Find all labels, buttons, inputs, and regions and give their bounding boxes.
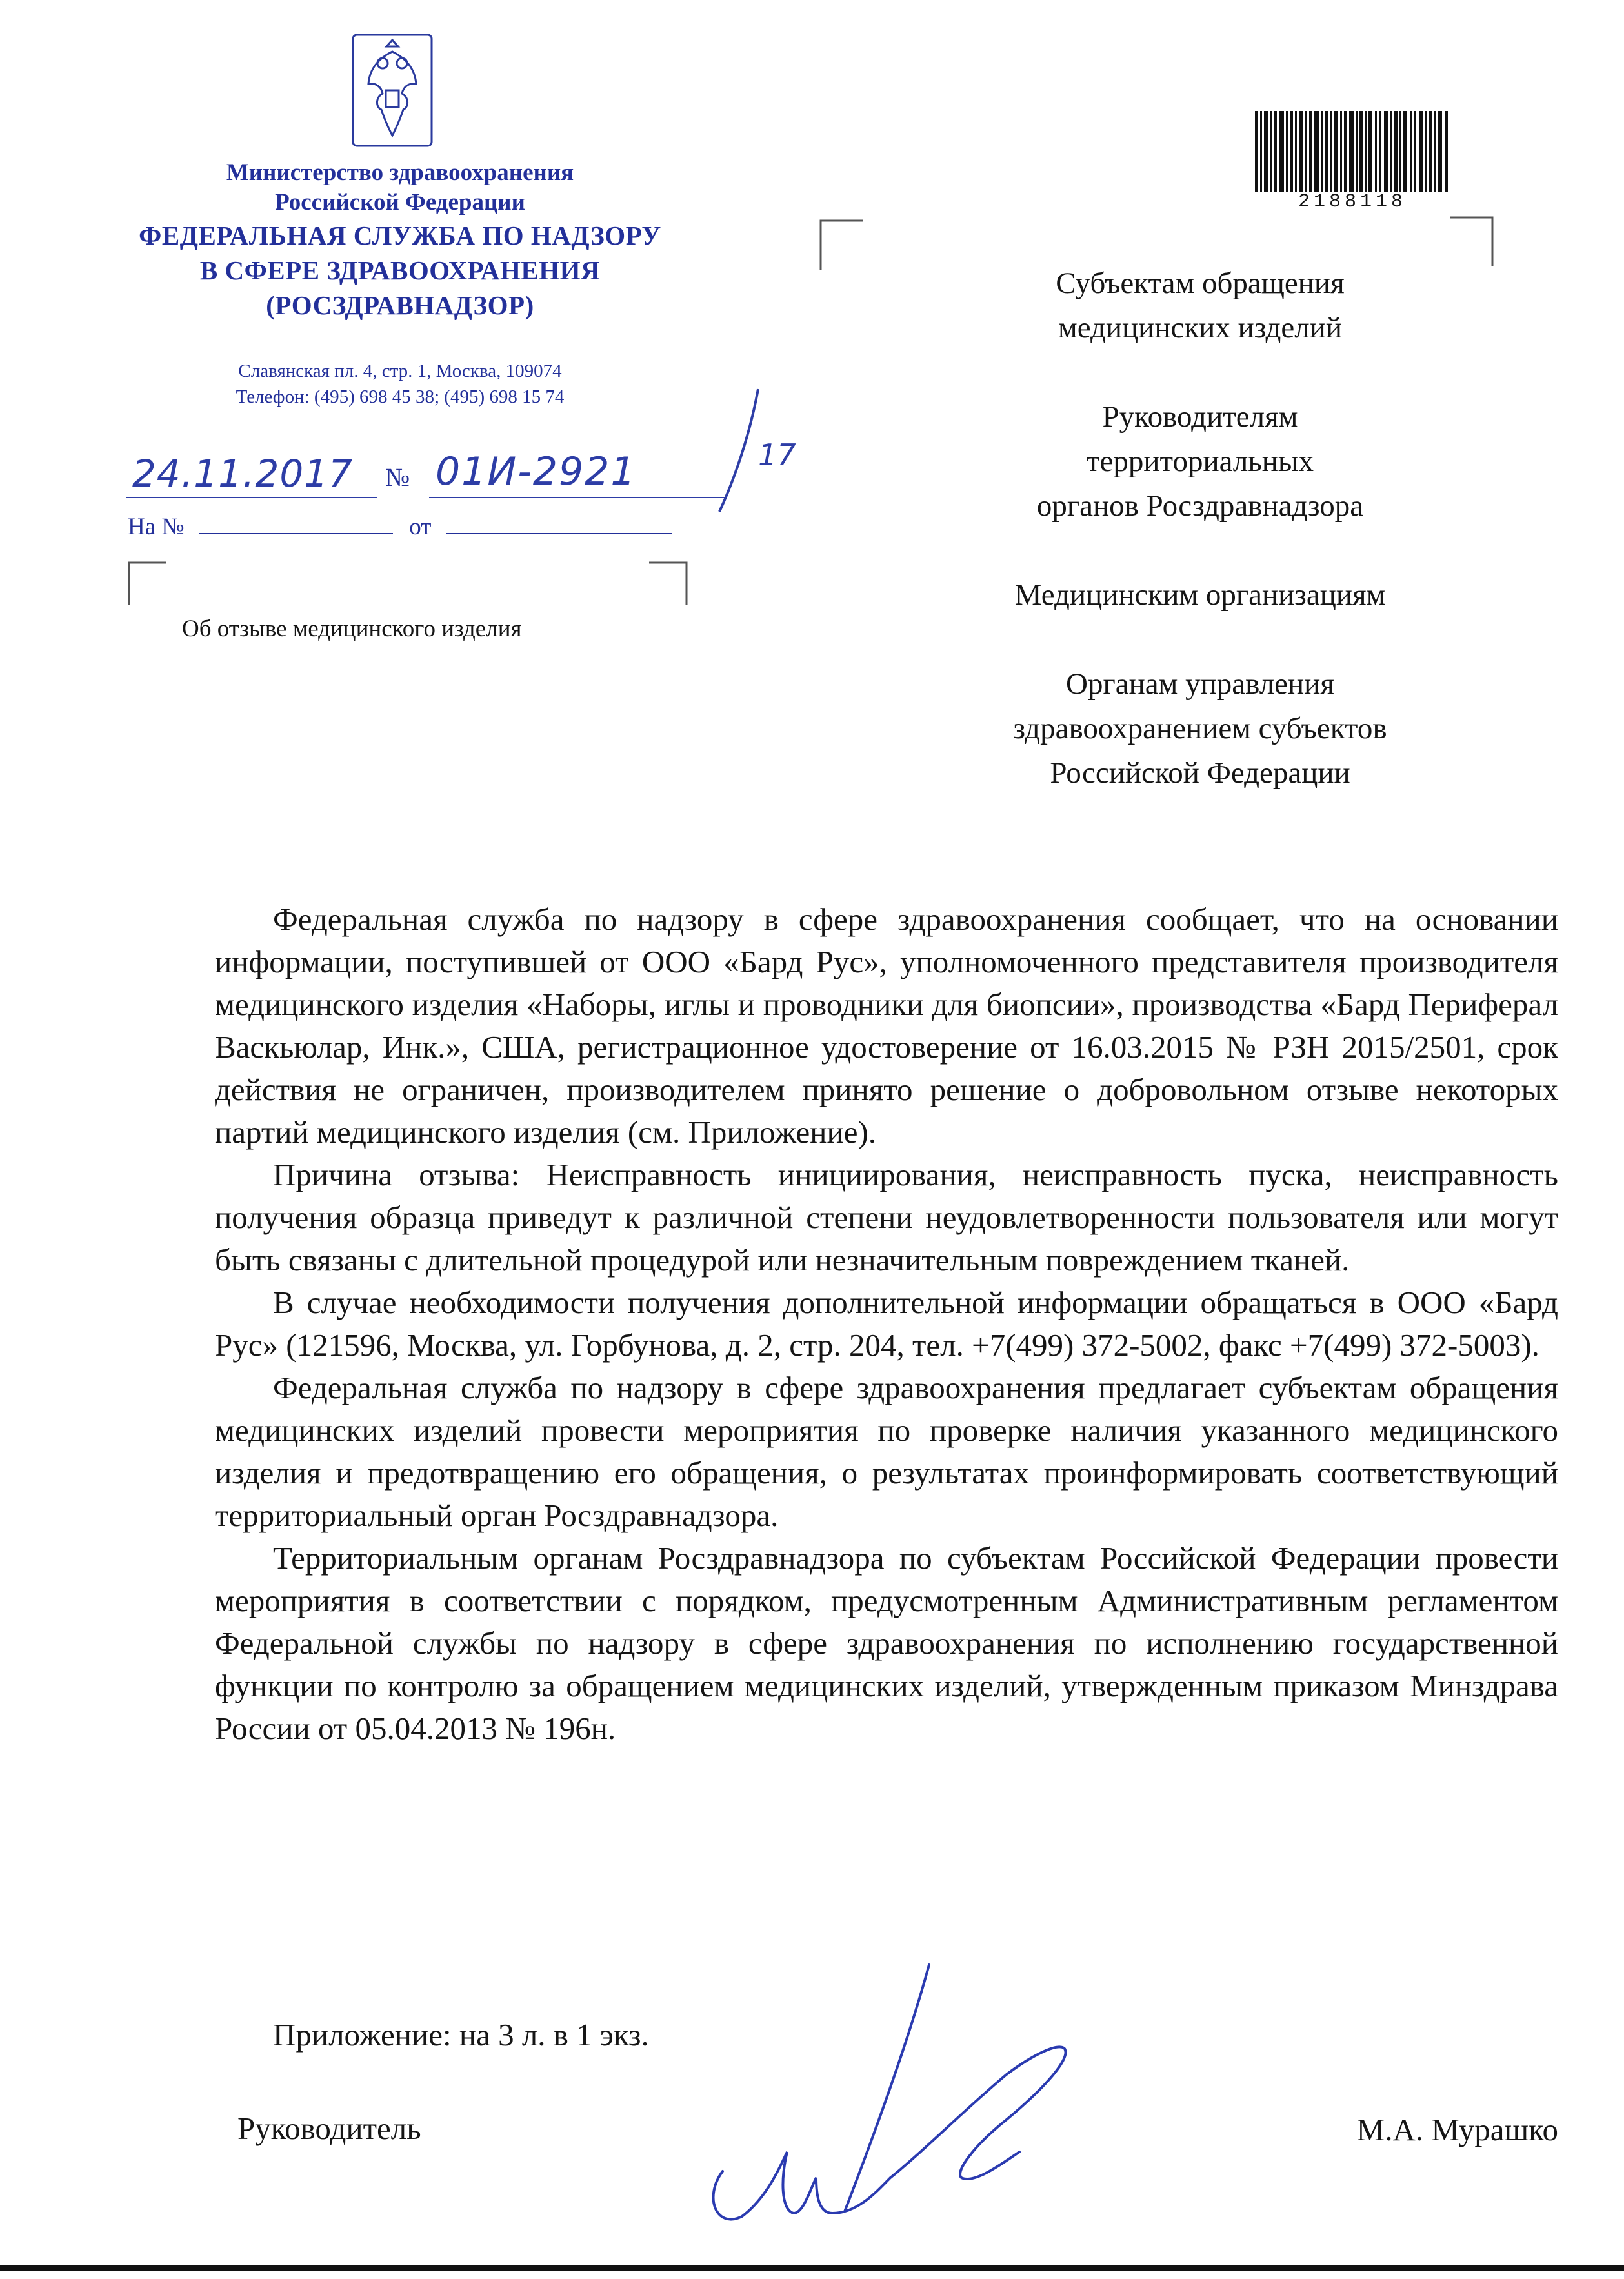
letter-body: [215, 898, 1558, 1750]
recipient-1: Субъектам обращения медицинских изделий: [1056, 266, 1345, 345]
number-sign: №: [385, 463, 410, 492]
body-paragraph-1: Федеральная служба по надзору в сфере здравоохранения сообщает, что на основании информации, поступившей от ООО «Бард Рус», уполномоченного представителя производителя медицинского изделия «Наборы, иглы и проводники для биопсии», производства «Бард Периферал Васкьюлар, Инк.», США, регистрационное удостоверение от 16.03.2015 № РЗН 2015/2501, срок действия не ограничен, производителем принято решение о добровольном отзыве некоторых партий медицинского изделия (см. Приложение).: [215, 901, 1558, 1150]
page-bottom-border: [0, 2265, 1624, 2271]
service-name: ФЕДЕРАЛЬНАЯ СЛУЖБА ПО НАДЗОРУ В СФЕРЕ ЗДРАВООХРАНЕНИЯ (РОСЗДРАВНАДЗОР): [139, 221, 661, 320]
signer-name: М.А. Мурашко: [1356, 2112, 1558, 2147]
sender-address: Славянская пл. 4, стр. 1, Москва, 109074 Телефон: (495) 698 45 38; (495) 698 15 74: [236, 361, 565, 407]
coat-of-arms-icon: [350, 32, 434, 148]
body-paragraph-4: Федеральная служба по надзору в сфере здравоохранения предлагает субъектам обращения медицинских изделий провести мероприятия по проверке наличия указанного медицинского изделия и предотвращению его обращения, о результатах проинформировать соответствующий территориальный орган Росздравнадзора.: [215, 1370, 1558, 1533]
reference-number-label: На №: [128, 514, 185, 540]
address-corner-bracket-right: [1449, 216, 1494, 268]
registration-line: [126, 437, 861, 508]
body-paragraph-3: В случае необходимости получения дополнительной информации обращаться в ООО «Бард Рус» (121596, Москва, ул. Горбунова, д. 2, стр. 204, тел. +7(499) 372-5002, факс +7(499) 372-5003).: [215, 1285, 1558, 1363]
recipient-3: Медицинским организациям: [1014, 578, 1386, 612]
registration-date: 24.11.2017: [132, 452, 354, 496]
registration-number: 01И-2921: [436, 449, 637, 494]
slash-mark: [713, 386, 765, 515]
signature-icon: [697, 1958, 1084, 2236]
reference-line: [128, 513, 672, 541]
registration-suffix: 17: [758, 437, 796, 472]
barcode-number: 2188118: [1298, 191, 1407, 213]
reference-date-label: от: [409, 514, 432, 540]
barcode-icon: [1255, 111, 1450, 192]
ministry-name: Министерство здравоохранения Российской Федерации: [226, 159, 574, 216]
recipient-2: Руководителям территориальных органов Росздравнадзора: [1036, 400, 1364, 523]
signer-title: Руководитель: [237, 2111, 421, 2146]
recipient-4: Органам управления здравоохранением субъектов Российской Федерации: [1013, 667, 1387, 790]
body-paragraph-5: Территориальным органам Росздравнадзора по субъектам Российской Федерации провести мероприятия в соответствии с порядком, предусмотренным Административным регламентом Федеральной службы по надзору в сфере здравоохранения по исполнению государственной функции по контролю за обращением медицинских изделий, утвержденным приказом Минздрава России от 05.04.2013 № 196н.: [215, 1540, 1558, 1746]
attachment-note: Приложение: на 3 л. в 1 экз.: [273, 2017, 649, 2053]
body-paragraph-2: Причина отзыва: Неисправность инициирования, неисправность пуска, неисправность получения образца приведут к различной степени неудовлетворенности пользователя или могут быть связаны с длительной процедурой или незначительным повреждением тканей.: [215, 1157, 1558, 1278]
recipients-block: [916, 261, 1484, 840]
letter-subject: Об отзыве медицинского изделия: [182, 616, 522, 642]
subject-bracket: [128, 561, 689, 607]
address-corner-bracket: [819, 219, 865, 271]
